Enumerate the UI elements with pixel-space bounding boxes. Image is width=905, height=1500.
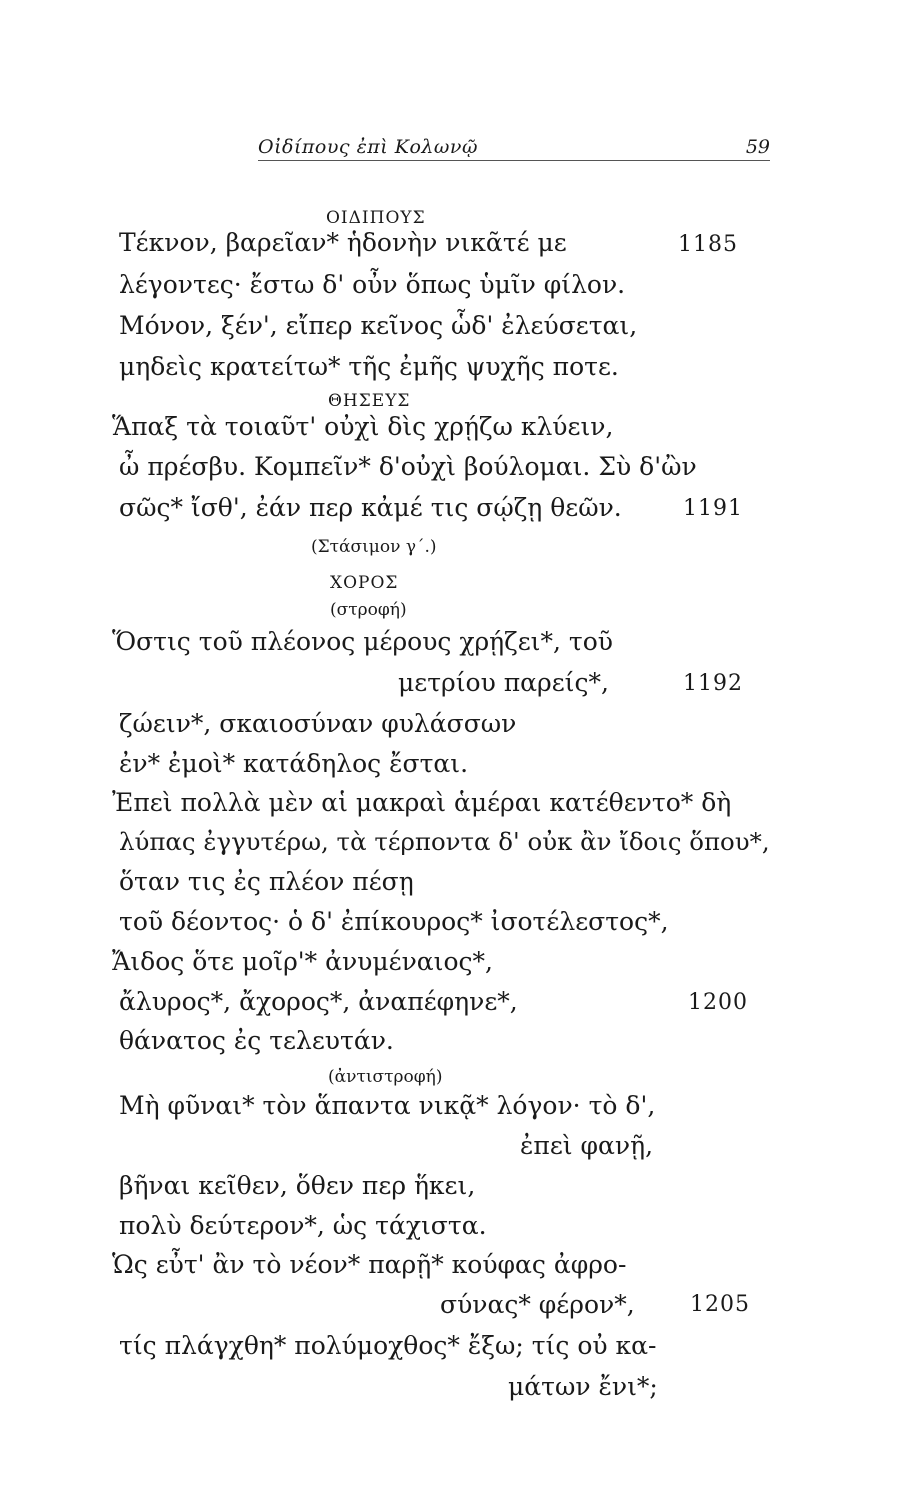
verse-line: σύνας* φέρον*,	[440, 1290, 635, 1319]
section-note: (Στάσιμον γ΄.)	[311, 537, 437, 557]
line-number: 1205	[690, 1292, 750, 1317]
running-title: Οἰδίπους ἐπὶ Κολωνῷ	[258, 136, 478, 158]
verse-line: ζώειν*, σκαιοσύναν φυλάσσων	[119, 709, 517, 738]
verse-line: Τέκνον, βαρεῖαν* ἡδονὴν νικᾶτέ με	[119, 228, 567, 257]
verse-line: Ὡς εὖτ' ἂν τὸ νέον* παρῇ* κούφας ἀφρο-	[112, 1250, 627, 1279]
verse-line: σῶς* ἴσθ', ἐάν περ κἀμέ τις σῴζῃ θεῶν.	[119, 493, 622, 522]
verse-line: μηδεὶς κρατείτω* τῆς ἐμῆς ψυχῆς ποτε.	[119, 352, 619, 381]
line-number: 1191	[683, 496, 743, 521]
verse-line: Ἄιδος ὅτε μοῖρ'* ἀνυμέναιος*,	[112, 947, 493, 976]
verse-line: μάτων ἔνι*;	[508, 1372, 658, 1401]
verse-line: ὦ πρέσβυ. Κομπεῖν* δ'οὐχὶ βούλομαι. Σὺ δ'ὢν	[119, 452, 697, 481]
verse-line: ἐν* ἐμοὶ* κατάδηλος ἔσται.	[119, 749, 469, 778]
verse-line: πολὺ δεύτερον*, ὡς τάχιστα.	[119, 1211, 487, 1240]
verse-line: λύπας ἐγγυτέρω, τὰ τέρποντα δ' οὐκ ἂν ἴδοις ὅπου*,	[119, 827, 770, 856]
header-rule	[258, 160, 770, 161]
verse-line: Μὴ φῦναι* τὸν ἅπαντα νικᾷ* λόγον· τὸ δ',	[119, 1091, 656, 1120]
antistrophe-label: (ἀντιστροφή)	[328, 1067, 443, 1087]
verse-line: λέγοντες· ἔστω δ' οὖν ὅπως ὑμῖν φίλον.	[119, 270, 626, 299]
verse-line: τοῦ δέοντος· ὁ δ' ἐπίκουρος* ἰσοτέλεστος*,	[119, 907, 669, 936]
line-number: 1192	[683, 671, 743, 696]
page-number: 59	[745, 136, 770, 158]
verse-line: Μόνον, ξέν', εἴπερ κεῖνος ὧδ' ἐλεύσεται,	[119, 311, 638, 340]
strophe-label: (στροφή)	[330, 600, 407, 620]
speaker-choros: ΧΟΡΟΣ	[330, 573, 399, 593]
verse-line: βῆναι κεῖθεν, ὅθεν περ ἥκει,	[119, 1171, 476, 1200]
verse-line: Ὅστις τοῦ πλέονος μέρους χρῄζει*, τοῦ	[112, 627, 613, 656]
verse-line: ἄλυρος*, ἄχορος*, ἀναπέφηνε*,	[119, 987, 518, 1016]
verse-line: ὅταν τις ἐς πλέον πέσῃ	[119, 867, 414, 896]
verse-line: μετρίου παρείς*,	[398, 668, 609, 697]
speaker-theseus: ΘΗΣΕΥΣ	[328, 391, 411, 411]
line-number: 1185	[678, 232, 738, 257]
verse-line: Ἐπεὶ πολλὰ μὲν αἱ μακραὶ ἁμέραι κατέθεντο* δὴ	[112, 788, 732, 817]
running-head	[258, 136, 770, 158]
verse-line: Ἅπαξ τὰ τοιαῦτ' οὐχὶ δὶς χρῄζω κλύειν,	[112, 412, 614, 441]
speaker-oidipous: ΟΙΔΙΠΟΥΣ	[326, 208, 426, 228]
verse-line: τίς πλάγχθη* πολύμοχθος* ἔξω; τίς οὐ κα-	[119, 1331, 657, 1360]
verse-line: ἐπεὶ φανῇ,	[520, 1131, 654, 1160]
line-number: 1200	[688, 990, 748, 1015]
verse-line: θάνατος ἐς τελευτάν.	[119, 1026, 394, 1055]
